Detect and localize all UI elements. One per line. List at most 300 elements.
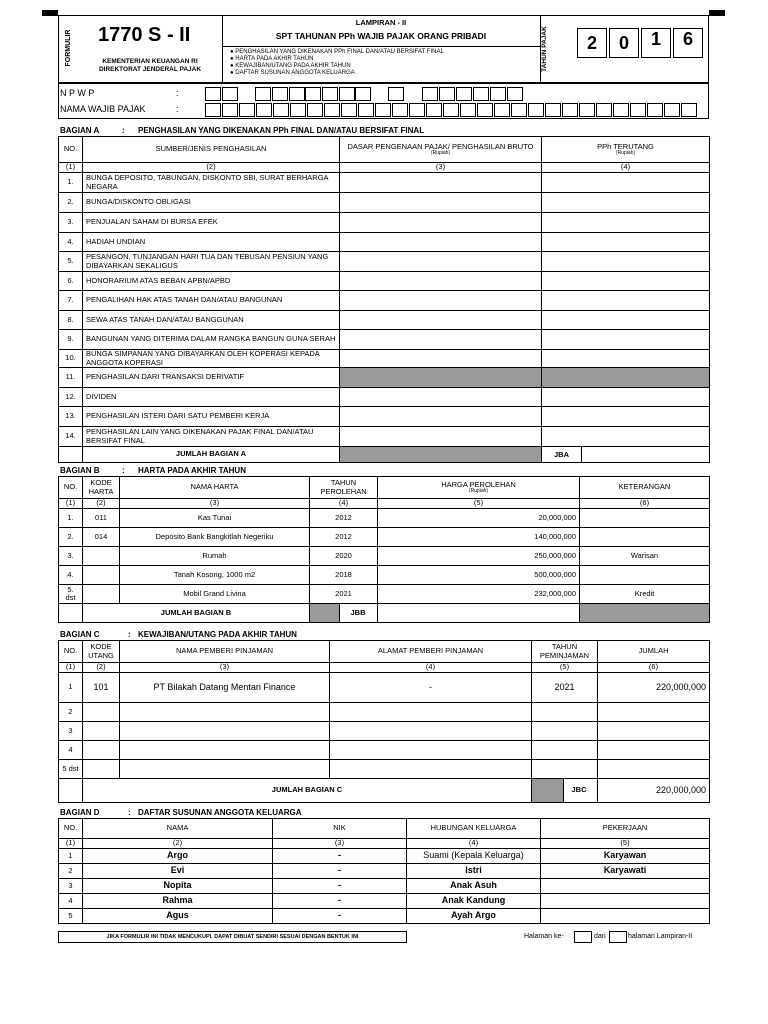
col-number: (4)	[542, 163, 710, 173]
table-row	[59, 368, 710, 388]
col-number: (4)	[330, 663, 532, 673]
dasar-pengenaan-cell[interactable]	[340, 173, 542, 193]
kode-utang-cell[interactable]	[83, 703, 120, 722]
pph-terutang-cell[interactable]	[542, 233, 710, 252]
pph-terutang-cell[interactable]	[542, 388, 710, 407]
row-label: PENJUALAN SAHAM DI BURSA EFEK	[83, 213, 340, 233]
col-number: (3)	[120, 499, 310, 509]
hubungan-cell[interactable]: Anak Asuh	[407, 879, 541, 894]
row-number: 14.	[59, 427, 83, 447]
nama-harta-cell[interactable]: Tanah Kosong, 1000 m2	[120, 566, 310, 585]
jbc-cell	[532, 779, 598, 803]
nama-char-box[interactable]	[358, 103, 374, 117]
hubungan-cell[interactable]: Suami (Kepala Keluarga)	[407, 849, 541, 864]
pph-terutang-cell[interactable]	[542, 330, 710, 350]
nama-cell[interactable]: Agus	[83, 909, 273, 924]
tahun-peminjaman-cell[interactable]: 2021	[532, 673, 598, 703]
table-row	[59, 213, 710, 233]
dasar-pengenaan-cell[interactable]	[340, 252, 542, 272]
nama-colon: :	[176, 104, 179, 114]
nama-harta-cell[interactable]: Kas Tunai	[120, 509, 310, 528]
row-label: BANGUNAN YANG DITERIMA DALAM RANGKA BANGUN GUNA SERAH	[83, 330, 340, 350]
col-header-pekerjaan: PEKERJAAN	[541, 819, 710, 839]
lampiran-label: LAMPIRAN - II	[355, 18, 407, 27]
nama-char-box[interactable]	[256, 103, 272, 117]
tahun-perolehan-cell[interactable]: 2020	[310, 547, 378, 566]
nama-char-box[interactable]	[630, 103, 646, 117]
table-row	[59, 879, 710, 894]
col-header-no: NO.	[59, 819, 83, 839]
row-label: BUNGA SIMPANAN YANG DIBAYARKAN OLEH KOPERASI KEPADA ANGGOTA KOPERASI	[83, 350, 340, 368]
kode-utang-cell[interactable]: 101	[83, 673, 120, 703]
row-label: PENGALIHAN HAK ATAS TANAH DAN/ATAU BANGUNAN	[83, 291, 340, 311]
col-number: (1)	[59, 663, 83, 673]
kode-harta-cell[interactable]: 014	[83, 528, 120, 547]
nik-cell[interactable]: -	[273, 894, 407, 909]
halaman-ke-field[interactable]	[574, 931, 592, 943]
pph-terutang-cell[interactable]	[542, 311, 710, 330]
tahun-perolehan-cell[interactable]: 2021	[310, 585, 378, 604]
registration-mark-left	[42, 10, 58, 16]
dasar-pengenaan-cell[interactable]	[340, 213, 542, 233]
year-digit-1[interactable]: 2	[577, 28, 607, 58]
table-row	[59, 311, 710, 330]
pph-terutang-cell[interactable]	[542, 213, 710, 233]
bagian-b-colon: :	[122, 466, 125, 475]
col-number: (3)	[340, 163, 542, 173]
jumlah-bagian-a-dasar	[340, 447, 542, 463]
col-number: (1)	[59, 499, 83, 509]
kode-harta-cell[interactable]	[83, 566, 120, 585]
hubungan-cell[interactable]: Ayah Argo	[407, 909, 541, 924]
table-row	[59, 864, 710, 879]
alamat-cell[interactable]	[330, 703, 532, 722]
col-number: (1)	[59, 163, 83, 173]
col-header-kode-harta: KODE HARTA	[83, 477, 120, 499]
row-label: PENGHASILAN LAIN YANG DIKENAKAN PAJAK FINAL DAN/ATAU BERSIFAT FINAL	[83, 427, 340, 447]
col-header-nama: NAMA	[83, 819, 273, 839]
col-header-no: NO.	[59, 137, 83, 163]
table-row	[59, 585, 710, 604]
footer-note: JIKA FORMULIR INI TIDAK MENCUKUPI, DAPAT DIBUAT SENDIRI SESUAI DENGAN BENTUK INI	[58, 931, 407, 943]
nik-cell[interactable]: -	[273, 864, 407, 879]
jumlah-bagian-b-value[interactable]	[378, 604, 580, 623]
row-number: 1	[59, 849, 83, 864]
table-row	[59, 427, 710, 447]
nama-cell[interactable]: Nopita	[83, 879, 273, 894]
col-header-pph: PPh TERUTANG (Rupiah)	[542, 137, 710, 163]
nama-char-box[interactable]	[681, 103, 697, 117]
npwp-digit-box[interactable]	[456, 87, 472, 101]
col-number: (3)	[120, 663, 330, 673]
table-row	[59, 509, 710, 528]
row-number: 1.	[59, 509, 83, 528]
table-row	[59, 547, 710, 566]
row-number: 4	[59, 741, 83, 760]
row-number: 3	[59, 879, 83, 894]
row-number: 11.	[59, 368, 83, 388]
pph-terutang-cell[interactable]	[542, 291, 710, 311]
npwp-digit-box[interactable]	[490, 87, 506, 101]
tahun-peminjaman-cell[interactable]	[532, 703, 598, 722]
col-header-keterangan: KETERANGAN	[580, 477, 710, 499]
tahun-perolehan-cell[interactable]: 2018	[310, 566, 378, 585]
npwp-digit-box[interactable]	[222, 87, 238, 101]
table-row	[59, 388, 710, 407]
nama-char-box[interactable]	[460, 103, 476, 117]
nama-char-box[interactable]	[290, 103, 306, 117]
row-number: 9.	[59, 330, 83, 350]
dasar-pengenaan-cell[interactable]	[340, 427, 542, 447]
year-digit-2[interactable]: 0	[609, 28, 639, 58]
pph-terutang-cell[interactable]	[542, 427, 710, 447]
kode-harta-cell[interactable]	[83, 547, 120, 566]
col-header-tahun-perolehan: TAHUN PEROLEHAN	[310, 477, 378, 499]
npwp-digit-box[interactable]	[507, 87, 523, 101]
nama-char-box[interactable]	[392, 103, 408, 117]
row-number: 12.	[59, 388, 83, 407]
col-header-harga-perolehan: HARGA PEROLEHAN (Rupiah)	[378, 477, 580, 499]
nama-char-box[interactable]	[494, 103, 510, 117]
col-header-jumlah: JUMLAH	[598, 641, 710, 663]
jba-code: JBA	[542, 447, 582, 462]
nama-char-box[interactable]	[596, 103, 612, 117]
npwp-digit-box[interactable]	[289, 87, 305, 101]
harga-perolehan-cell[interactable]: 232,000,000	[378, 585, 580, 604]
pph-terutang-cell[interactable]	[542, 272, 710, 291]
bagian-c-title: KEWAJIBAN/UTANG PADA AKHIR TAHUN	[138, 630, 297, 639]
bagian-a-table	[58, 136, 710, 463]
tahun-peminjaman-cell[interactable]	[532, 741, 598, 760]
col-header-nama-pemberi: NAMA PEMBERI PINJAMAN	[120, 641, 330, 663]
nama-char-box[interactable]	[273, 103, 289, 117]
col-header-kode-utang: KODE UTANG	[83, 641, 120, 663]
harga-perolehan-cell[interactable]: 20,000,000	[378, 509, 580, 528]
table-row	[59, 193, 710, 213]
col-number: (5)	[532, 663, 598, 673]
row-number: 3.	[59, 213, 83, 233]
alamat-cell[interactable]	[330, 722, 532, 741]
bagian-d-table	[58, 818, 710, 924]
npwp-digit-box[interactable]	[255, 87, 271, 101]
table-row	[59, 909, 710, 924]
row-number: 1.	[59, 173, 83, 193]
kode-harta-cell[interactable]: 011	[83, 509, 120, 528]
dari-label: dari	[594, 933, 606, 940]
row-number: 3	[59, 722, 83, 741]
jumlah-bagian-b-keterangan	[580, 604, 710, 623]
npwp-label: N P W P	[60, 88, 95, 98]
jumlah-bagian-a-pph[interactable]	[542, 447, 710, 463]
dasar-pengenaan-cell	[340, 368, 542, 388]
jbb-cell	[310, 604, 378, 623]
dasar-pengenaan-cell[interactable]	[340, 272, 542, 291]
jumlah-cell[interactable]	[598, 703, 710, 722]
row-number: 8.	[59, 311, 83, 330]
nama-cell[interactable]: Evi	[83, 864, 273, 879]
nama-char-box[interactable]	[375, 103, 391, 117]
nama-char-box[interactable]	[443, 103, 459, 117]
bagian-c-colon: :	[128, 630, 131, 639]
pekerjaan-cell[interactable]: Karyawati	[541, 864, 710, 879]
nama-harta-cell[interactable]: Deposito Bank Bangkitlah Negeriku	[120, 528, 310, 547]
row-number: 10.	[59, 350, 83, 368]
nama-char-box[interactable]	[545, 103, 561, 117]
nama-char-box[interactable]	[511, 103, 527, 117]
row-label: DIVIDEN	[83, 388, 340, 407]
table-row	[59, 741, 710, 760]
nama-cell[interactable]: Argo	[83, 849, 273, 864]
kode-harta-cell[interactable]	[83, 585, 120, 604]
nama-char-box[interactable]	[205, 103, 221, 117]
jbc-code: JBC	[571, 785, 587, 795]
table-row	[59, 566, 710, 585]
table-row	[59, 528, 710, 547]
npwp-digit-box[interactable]	[388, 87, 404, 101]
col-number: (3)	[273, 839, 407, 849]
npwp-digit-box[interactable]	[339, 87, 355, 101]
col-header-nik: NIK	[273, 819, 407, 839]
col-number: (2)	[83, 163, 340, 173]
table-row	[59, 722, 710, 741]
dasar-pengenaan-cell[interactable]	[340, 388, 542, 407]
npwp-digit-box[interactable]	[305, 87, 321, 101]
row-label: PESANGON, TUNJANGAN HARI TUA DAN TEBUSAN PENSIUN YANG DIBAYARKAN SEKALIGUS	[83, 252, 340, 272]
nama-char-box[interactable]	[239, 103, 255, 117]
nama-char-box[interactable]	[307, 103, 323, 117]
jumlah-bagian-a-label: JUMLAH BAGIAN A	[83, 447, 340, 463]
bagian-d-colon: :	[128, 808, 131, 817]
row-label: HADIAH UNDIAN	[83, 233, 340, 252]
keterangan-cell[interactable]	[580, 566, 710, 585]
harga-perolehan-cell[interactable]: 140,000,000	[378, 528, 580, 547]
nama-char-box[interactable]	[579, 103, 595, 117]
form-vertical-label: FORMULIR	[65, 29, 72, 67]
nama-char-box[interactable]	[324, 103, 340, 117]
nama-pemberi-cell[interactable]	[120, 703, 330, 722]
pph-terutang-cell	[542, 368, 710, 388]
col-number: (5)	[541, 839, 710, 849]
dasar-pengenaan-cell[interactable]	[340, 233, 542, 252]
col-header-alamat: ALAMAT PEMBERI PINJAMAN	[330, 641, 532, 663]
nik-cell[interactable]: -	[273, 849, 407, 864]
dasar-pengenaan-cell[interactable]	[340, 350, 542, 368]
dasar-pengenaan-cell[interactable]	[340, 311, 542, 330]
table-row	[59, 252, 710, 272]
bullet-item: ● DAFTAR SUSUNAN ANGGOTA KELUARGA	[230, 70, 355, 76]
alamat-cell[interactable]	[330, 760, 532, 779]
ministry-line1: KEMENTERIAN KEUANGAN RI	[102, 58, 198, 65]
jumlah-bagian-c-value[interactable]: 220,000,000	[598, 779, 710, 803]
nama-char-box[interactable]	[409, 103, 425, 117]
bagian-a-label: BAGIAN A	[60, 126, 100, 135]
table-row	[59, 173, 710, 193]
ministry-line2: DIREKTORAT JENDERAL PAJAK	[98, 66, 202, 73]
alamat-cell[interactable]: -	[330, 673, 532, 703]
pph-terutang-cell[interactable]	[542, 350, 710, 368]
bagian-b-title: HARTA PADA AKHIR TAHUN	[138, 466, 246, 475]
col-header-dasar: DASAR PENGENAAN PAJAK/ PENGHASILAN BRUTO (Rupiah)	[340, 137, 542, 163]
bagian-b-label: BAGIAN B	[60, 466, 100, 475]
pekerjaan-cell[interactable]	[541, 879, 710, 894]
tahun-perolehan-cell[interactable]: 2012	[310, 528, 378, 547]
row-number: 2	[59, 864, 83, 879]
dasar-pengenaan-cell[interactable]	[340, 407, 542, 427]
lampiran-page-label: halaman Lampiran-II	[628, 933, 693, 940]
tahun-peminjaman-cell[interactable]	[532, 760, 598, 779]
form-code: 1770 S - II	[98, 24, 191, 46]
pekerjaan-cell[interactable]: Karyawan	[541, 849, 710, 864]
table-row	[59, 894, 710, 909]
row-number: 5.	[59, 252, 83, 272]
row-number: 6.	[59, 272, 83, 291]
nama-char-box[interactable]	[341, 103, 357, 117]
nama-char-box[interactable]	[528, 103, 544, 117]
bagian-d-label: BAGIAN D	[60, 808, 100, 817]
tahun-perolehan-cell[interactable]: 2012	[310, 509, 378, 528]
bagian-d-title: DAFTAR SUSUNAN ANGGOTA KELUARGA	[138, 808, 302, 817]
col-number: (4)	[407, 839, 541, 849]
keterangan-cell[interactable]	[580, 528, 710, 547]
nama-char-box[interactable]	[647, 103, 663, 117]
spt-title: SPT TAHUNAN PPh WAJIB PAJAK ORANG PRIBADI	[275, 31, 487, 41]
table-row	[59, 330, 710, 350]
row-number: 2	[59, 703, 83, 722]
bullet-item: ● PENGHASILAN YANG DIKENAKAN PPh FINAL DAN/ATAU BERSIFAT FINAL	[230, 49, 444, 55]
tahun-peminjaman-cell[interactable]	[532, 722, 598, 741]
bagian-a-title: PENGHASILAN YANG DIKENAKAN PPh FINAL DAN/ATAU BERSIFAT FINAL	[138, 126, 425, 135]
dasar-pengenaan-cell[interactable]	[340, 291, 542, 311]
row-number: 4	[59, 894, 83, 909]
col-number: (2)	[83, 839, 273, 849]
bagian-c-label: BAGIAN C	[60, 630, 100, 639]
keterangan-cell[interactable]	[580, 509, 710, 528]
pph-terutang-cell[interactable]	[542, 407, 710, 427]
row-label: BUNGA DEPOSITO, TABUNGAN, DISKONTO SBI, SURAT BERHARGA NEGARA	[83, 173, 340, 193]
nama-char-box[interactable]	[562, 103, 578, 117]
table-row	[59, 849, 710, 864]
col-header-nama-harta: NAMA HARTA	[120, 477, 310, 499]
pph-terutang-cell[interactable]	[542, 252, 710, 272]
dasar-pengenaan-cell[interactable]	[340, 193, 542, 213]
nama-harta-cell[interactable]: Rumah	[120, 547, 310, 566]
table-row	[59, 760, 710, 779]
year-digit-4[interactable]: 6	[673, 28, 703, 58]
bagian-b-table	[58, 476, 710, 623]
pekerjaan-cell[interactable]	[541, 894, 710, 909]
table-row	[59, 703, 710, 722]
row-number: 5	[59, 909, 83, 924]
pph-terutang-cell[interactable]	[542, 193, 710, 213]
jumlah-cell[interactable]	[598, 760, 710, 779]
col-number: (6)	[598, 663, 710, 673]
nama-char-box[interactable]	[613, 103, 629, 117]
col-header-hubungan: HUBUNGAN KELUARGA	[407, 819, 541, 839]
harga-perolehan-cell[interactable]: 500,000,000	[378, 566, 580, 585]
hubungan-cell[interactable]: Istri	[407, 864, 541, 879]
col-number: (5)	[378, 499, 580, 509]
row-number: 2.	[59, 528, 83, 547]
alamat-cell[interactable]	[330, 741, 532, 760]
dasar-pengenaan-cell[interactable]	[340, 330, 542, 350]
row-number: 4.	[59, 566, 83, 585]
pekerjaan-cell[interactable]	[541, 909, 710, 924]
nama-pemberi-cell[interactable]: PT Bilakah Datang Mentari Finance	[120, 673, 330, 703]
kode-utang-cell[interactable]	[83, 760, 120, 779]
col-number: (2)	[83, 663, 120, 673]
col-header-tahun-peminjaman: TAHUN PEMINJAMAN	[532, 641, 598, 663]
npwp-digit-box[interactable]	[439, 87, 455, 101]
row-number: 3.	[59, 547, 83, 566]
kode-utang-cell[interactable]	[83, 722, 120, 741]
npwp-digit-box[interactable]	[422, 87, 438, 101]
jumlah-bagian-c-label: JUMLAH BAGIAN C	[83, 779, 532, 803]
nama-char-box[interactable]	[222, 103, 238, 117]
table-row	[59, 673, 710, 703]
bullet-item: ● HARTA PADA AKHIR TAHUN	[230, 56, 314, 62]
nama-harta-cell[interactable]: Mobil Grand Livina	[120, 585, 310, 604]
jumlah-cell[interactable]: 220,000,000	[598, 673, 710, 703]
nama-char-box[interactable]	[426, 103, 442, 117]
halaman-total-field[interactable]	[609, 931, 627, 943]
row-number: 1	[59, 673, 83, 703]
table-row	[59, 407, 710, 427]
jumlah-cell[interactable]	[598, 722, 710, 741]
table-row	[59, 233, 710, 252]
nama-pemberi-cell[interactable]	[120, 760, 330, 779]
col-header-no: NO.	[59, 477, 83, 499]
table-row	[59, 272, 710, 291]
npwp-colon: :	[176, 88, 179, 98]
year-digit-3[interactable]: 1	[641, 28, 671, 58]
hubungan-cell[interactable]: Anak Kandung	[407, 894, 541, 909]
col-header-no: NO.	[59, 641, 83, 663]
nama-cell[interactable]: Rahma	[83, 894, 273, 909]
row-number: 5 dst	[59, 760, 83, 779]
harga-perolehan-cell[interactable]: 250,000,000	[378, 547, 580, 566]
nama-pemberi-cell[interactable]	[120, 741, 330, 760]
row-number: 2.	[59, 193, 83, 213]
nik-cell[interactable]: -	[273, 909, 407, 924]
col-number: (6)	[580, 499, 710, 509]
table-row	[59, 291, 710, 311]
npwp-digit-box[interactable]	[205, 87, 221, 101]
halaman-label: Halaman ke-	[524, 933, 564, 940]
bullet-list	[230, 49, 444, 77]
row-label: BUNGA/DISKONTO OBLIGASI	[83, 193, 340, 213]
npwp-digit-box[interactable]	[322, 87, 338, 101]
npwp-digit-box[interactable]	[272, 87, 288, 101]
bagian-a-colon: :	[122, 126, 125, 135]
row-number: 4.	[59, 233, 83, 252]
tahun-pajak-label: TAHUN PAJAK	[541, 26, 548, 72]
nik-cell[interactable]: -	[273, 879, 407, 894]
nama-wp-label: NAMA WAJIB PAJAK	[60, 104, 146, 114]
npwp-digit-box[interactable]	[473, 87, 489, 101]
jumlah-cell[interactable]	[598, 741, 710, 760]
keterangan-cell[interactable]: Kredit	[580, 585, 710, 604]
keterangan-cell[interactable]: Warisan	[580, 547, 710, 566]
pph-terutang-cell[interactable]	[542, 173, 710, 193]
nama-pemberi-cell[interactable]	[120, 722, 330, 741]
jumlah-bagian-b-label: JUMLAH BAGIAN B	[83, 604, 310, 623]
kode-utang-cell[interactable]	[83, 741, 120, 760]
nama-char-box[interactable]	[664, 103, 680, 117]
nama-char-box[interactable]	[477, 103, 493, 117]
npwp-digit-box[interactable]	[355, 87, 371, 101]
jbb-code: JBB	[350, 607, 366, 617]
row-label: SEWA ATAS TANAH DAN/ATAU BANGGUNAN	[83, 311, 340, 330]
